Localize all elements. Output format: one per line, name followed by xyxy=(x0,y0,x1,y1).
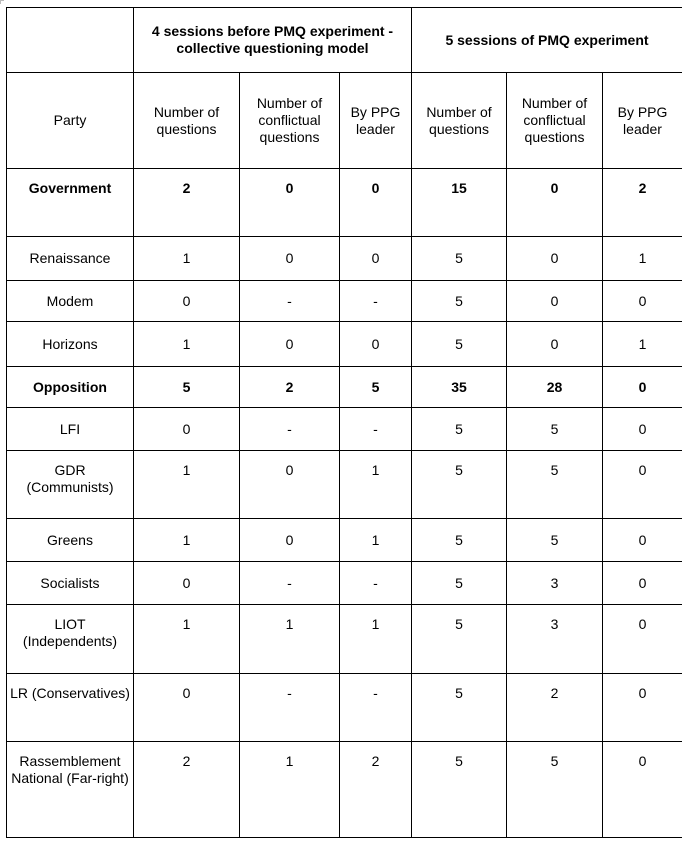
during-ppg-leader-cell: 0 xyxy=(603,451,682,519)
before-questions-cell: 2 xyxy=(134,742,240,838)
before-ppg-leader-cell: - xyxy=(340,674,412,742)
during-conflictual-cell: 0 xyxy=(507,322,603,367)
before-conflictual-cell: - xyxy=(240,408,340,451)
header-columns-row xyxy=(7,73,682,169)
before-ppg-leader-cell: 5 xyxy=(340,367,412,408)
before-ppg-leader-cell: - xyxy=(340,281,412,322)
before-ppg-leader-cell: 0 xyxy=(340,237,412,281)
during-conflictual-cell: 5 xyxy=(507,519,603,562)
during-ppg-leader-cell: 0 xyxy=(603,281,682,322)
during-conflictual-cell: 0 xyxy=(507,281,603,322)
table-row xyxy=(7,562,682,605)
before-conflictual-cell: 2 xyxy=(240,367,340,408)
before-conflictual-cell: - xyxy=(240,281,340,322)
party-cell: Rassemblement National (Far-right) xyxy=(7,742,134,838)
before-conflictual-cell: 0 xyxy=(240,322,340,367)
before-conflictual-cell: 0 xyxy=(240,519,340,562)
table-row xyxy=(7,367,682,408)
during-questions-header: Number of questions xyxy=(412,73,507,169)
during-conflictual-cell: 5 xyxy=(507,742,603,838)
header-group-row xyxy=(7,8,682,73)
during-conflictual-header: Number of conflictual questions xyxy=(507,73,603,169)
group-during-header: 5 sessions of PMQ experiment xyxy=(412,8,682,73)
before-questions-cell: 0 xyxy=(134,281,240,322)
party-cell: Opposition xyxy=(7,367,134,408)
during-questions-cell: 5 xyxy=(412,281,507,322)
party-cell: Government xyxy=(7,169,134,237)
during-conflictual-cell: 3 xyxy=(507,562,603,605)
before-conflictual-header: Number of conflictual questions xyxy=(240,73,340,169)
during-questions-cell: 5 xyxy=(412,519,507,562)
during-conflictual-cell: 28 xyxy=(507,367,603,408)
before-conflictual-cell: 0 xyxy=(240,451,340,519)
before-questions-cell: 1 xyxy=(134,322,240,367)
during-ppg-leader-cell: 0 xyxy=(603,408,682,451)
before-questions-cell: 0 xyxy=(134,562,240,605)
during-ppg-leader-cell: 0 xyxy=(603,367,682,408)
table-row xyxy=(7,281,682,322)
before-questions-cell: 1 xyxy=(134,451,240,519)
before-questions-header: Number of questions xyxy=(134,73,240,169)
before-ppg-leader-cell: - xyxy=(340,562,412,605)
during-conflictual-cell: 3 xyxy=(507,605,603,674)
during-conflictual-cell: 2 xyxy=(507,674,603,742)
during-ppg-leader-cell: 0 xyxy=(603,742,682,838)
party-cell: Horizons xyxy=(7,322,134,367)
table-row xyxy=(7,169,682,237)
table-row xyxy=(7,451,682,519)
during-conflictual-cell: 5 xyxy=(507,451,603,519)
party-cell: Modem xyxy=(7,281,134,322)
party-cell: LIOT (Independents) xyxy=(7,605,134,674)
before-questions-cell: 1 xyxy=(134,237,240,281)
party-cell: GDR (Communists) xyxy=(7,451,134,519)
table-row xyxy=(7,519,682,562)
before-questions-cell: 5 xyxy=(134,367,240,408)
before-ppg-leader-cell: 1 xyxy=(340,605,412,674)
during-ppg-leader-cell: 0 xyxy=(603,605,682,674)
before-questions-cell: 2 xyxy=(134,169,240,237)
corner-mark xyxy=(0,0,4,4)
during-ppg-leader-cell: 0 xyxy=(603,519,682,562)
group-before-header: 4 sessions before PMQ experiment - collective questioning model xyxy=(134,8,412,73)
during-questions-cell: 5 xyxy=(412,237,507,281)
party-cell: LFI xyxy=(7,408,134,451)
table-row xyxy=(7,322,682,367)
before-questions-cell: 1 xyxy=(134,605,240,674)
party-cell: Socialists xyxy=(7,562,134,605)
before-conflictual-cell: - xyxy=(240,562,340,605)
before-questions-cell: 1 xyxy=(134,519,240,562)
before-ppg-leader-cell: - xyxy=(340,408,412,451)
during-questions-cell: 5 xyxy=(412,674,507,742)
during-ppg-leader-cell: 1 xyxy=(603,322,682,367)
table-row xyxy=(7,674,682,742)
party-cell: Renaissance xyxy=(7,237,134,281)
before-ppg-leader-cell: 1 xyxy=(340,451,412,519)
table-row xyxy=(7,742,682,838)
during-ppg-leader-cell: 1 xyxy=(603,237,682,281)
before-ppg-leader-cell: 1 xyxy=(340,519,412,562)
before-conflictual-cell: 1 xyxy=(240,605,340,674)
table-row xyxy=(7,237,682,281)
during-ppg-leader-cell: 2 xyxy=(603,169,682,237)
before-questions-cell: 0 xyxy=(134,674,240,742)
before-ppg-leader-cell: 2 xyxy=(340,742,412,838)
during-questions-cell: 35 xyxy=(412,367,507,408)
during-questions-cell: 5 xyxy=(412,562,507,605)
during-ppg-leader-cell: 0 xyxy=(603,674,682,742)
during-conflictual-cell: 0 xyxy=(507,237,603,281)
before-conflictual-cell: 0 xyxy=(240,169,340,237)
before-conflictual-cell: 0 xyxy=(240,237,340,281)
during-questions-cell: 5 xyxy=(412,408,507,451)
during-questions-cell: 15 xyxy=(412,169,507,237)
before-conflictual-cell: - xyxy=(240,674,340,742)
during-conflictual-cell: 0 xyxy=(507,169,603,237)
pmq-questions-table xyxy=(6,7,682,838)
party-header: Party xyxy=(7,73,134,169)
table-row xyxy=(7,408,682,451)
during-questions-cell: 5 xyxy=(412,742,507,838)
during-ppg-leader-cell: 0 xyxy=(603,562,682,605)
before-ppg-leader-header: By PPG leader xyxy=(340,73,412,169)
during-questions-cell: 5 xyxy=(412,605,507,674)
party-cell: Greens xyxy=(7,519,134,562)
during-conflictual-cell: 5 xyxy=(507,408,603,451)
before-ppg-leader-cell: 0 xyxy=(340,169,412,237)
header-blank-cell xyxy=(7,8,134,73)
during-questions-cell: 5 xyxy=(412,451,507,519)
during-ppg-leader-header: By PPG leader xyxy=(603,73,682,169)
party-cell: LR (Conservatives) xyxy=(7,674,134,742)
during-questions-cell: 5 xyxy=(412,322,507,367)
before-ppg-leader-cell: 0 xyxy=(340,322,412,367)
before-questions-cell: 0 xyxy=(134,408,240,451)
before-conflictual-cell: 1 xyxy=(240,742,340,838)
table-row xyxy=(7,605,682,674)
